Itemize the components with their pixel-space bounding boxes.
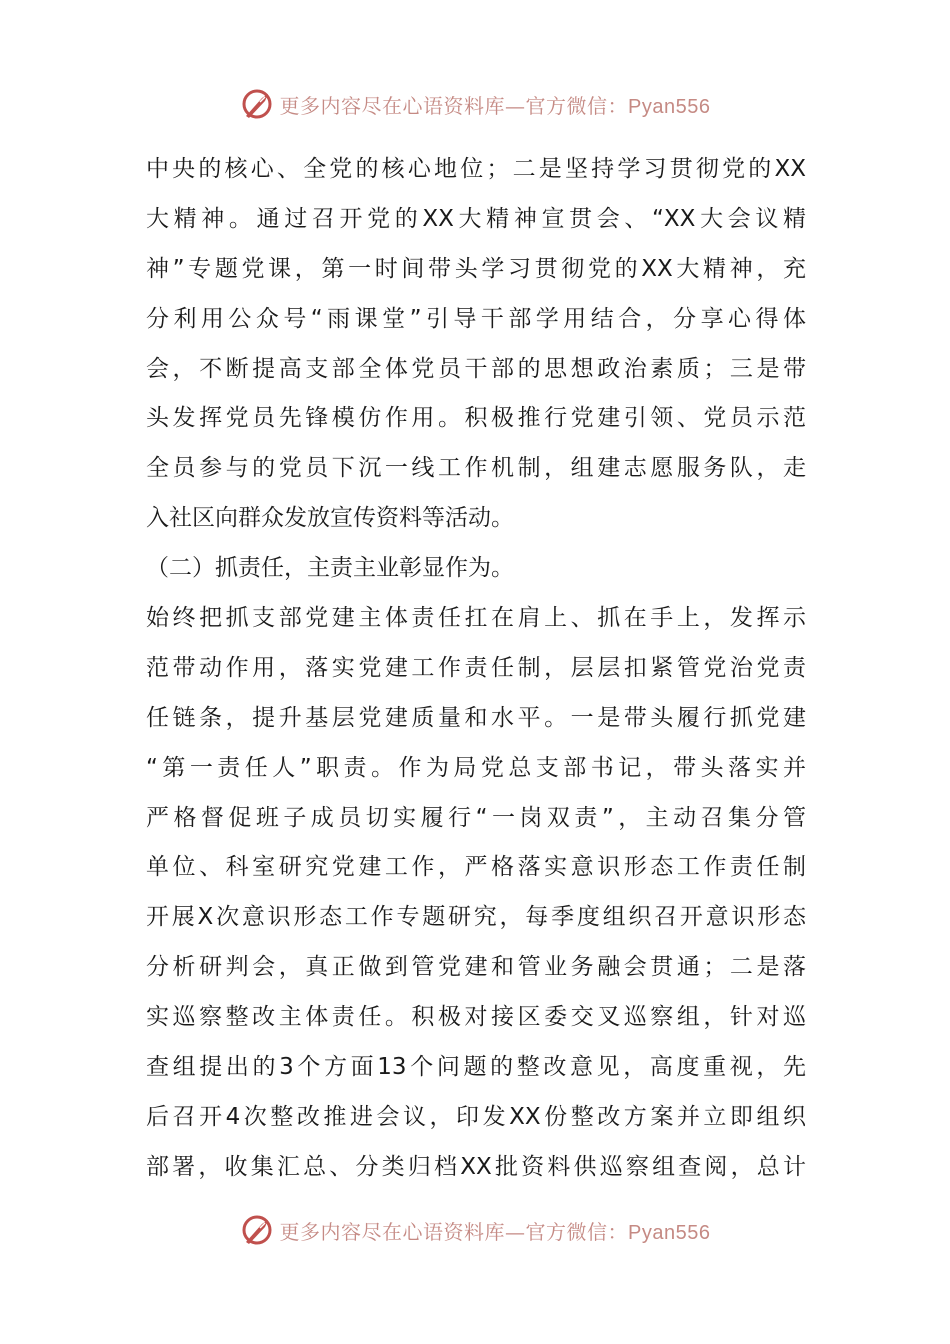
text-line: 全员参与的党员下沉一线工作机制，组建志愿服务队，走 (146, 455, 806, 482)
watermark-header (0, 84, 950, 124)
text-line: 神”专题党课，第一时间带头学习贯彻党的XX大精神，充 (146, 255, 806, 282)
watermark-footer (0, 1210, 950, 1250)
text-line: 单位、科室研究党建工作，严格落实意识形态工作责任制 (146, 854, 806, 881)
text-line: 大精神。通过召开党的XX大精神宣贯会、“XX大会议精 (146, 205, 806, 232)
text-line: 分析研判会，真正做到管党建和管业务融会贯通；二是落 (146, 954, 806, 981)
text-line: 入社区向群众发放宣传资料等活动。 (146, 505, 514, 532)
text-line: 会，不断提高支部全体党员干部的思想政治素质；三是带 (146, 355, 806, 382)
text-line: 后召开4次整改推进会议，印发XX份整改方案并立即组织 (146, 1103, 806, 1130)
text-line: “第一责任人”职责。作为局党总支部书记，带头落实并 (146, 754, 806, 781)
watermark-wechat-id: Pyan556 (628, 1221, 711, 1244)
watermark-text: 更多内容尽在心语资料库—官方微信：Pyan556 (279, 1219, 711, 1244)
text-line: 严格督促班子成员切实履行“一岗双责”，主动召集分管 (146, 804, 806, 831)
text-line: 分利用公众号“雨课堂”引导干部学用结合，分享心得体 (146, 305, 806, 332)
text-line: 始终把抓支部党建主体责任扛在肩上、抓在手上，发挥示 (146, 605, 806, 632)
text-line: 范带动作用，落实党建工作责任制，层层扣紧管党治党责 (146, 654, 806, 681)
text-line: 任链条，提升基层党建质量和水平。一是带头履行抓党建 (146, 704, 806, 731)
watermark-text: 更多内容尽在心语资料库—官方微信：Pyan556 (279, 93, 711, 118)
pen-nib-circle-icon (240, 1212, 276, 1248)
text-line: 部署，收集汇总、分类归档XX批资料供巡察组查阅，总计 (146, 1153, 806, 1180)
text-line: 头发挥党员先锋模仿作用。积极推行党建引领、党员示范 (146, 405, 806, 432)
text-line: 中央的核心、全党的核心地位；二是坚持学习贯彻党的XX (146, 156, 806, 182)
text-line: 查组提出的3个方面13个问题的整改意见，高度重视，先 (146, 1054, 806, 1081)
watermark-wechat-id: Pyan556 (628, 95, 711, 118)
text-line: 实巡察整改主体责任。积极对接区委交叉巡察组，针对巡 (146, 1004, 806, 1031)
document-body (146, 145, 806, 1193)
text-line: 开展X次意识形态工作专题研究，每季度组织召开意识形态 (146, 904, 806, 931)
section-heading: （二）抓责任，主责主业彰显作为。 (146, 555, 514, 582)
pen-nib-circle-icon (240, 86, 276, 122)
